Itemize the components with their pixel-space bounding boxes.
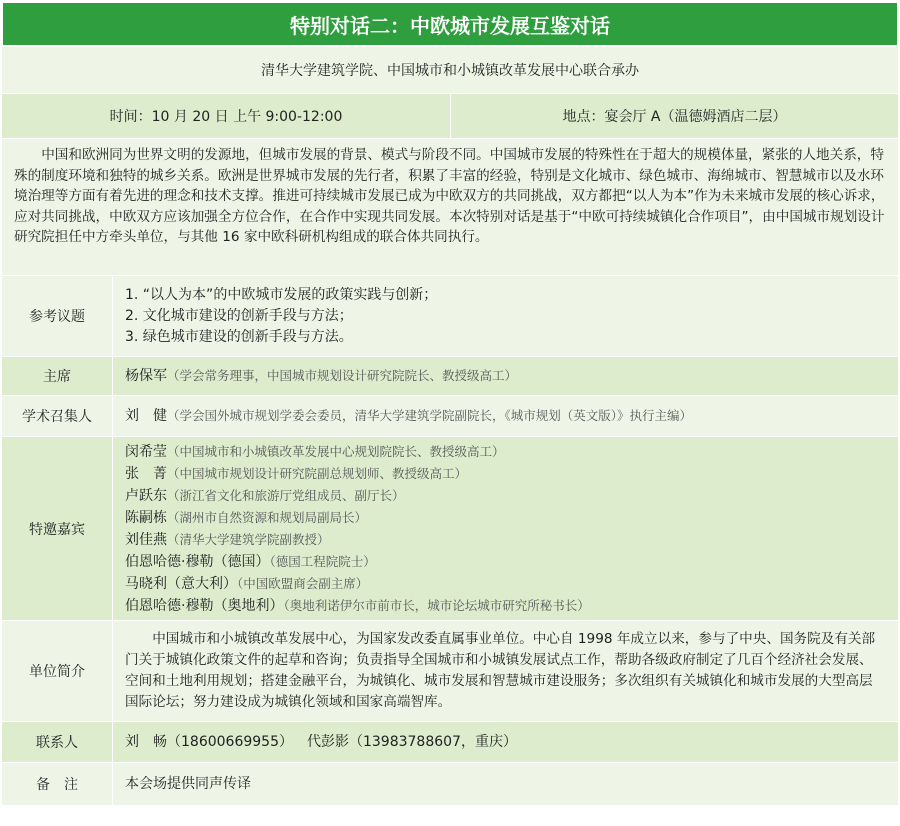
guests-label: 特邀嘉宾 (2, 437, 113, 620)
organizer-text: 清华大学建筑学院、中国城市和小城镇改革发展中心联合承办 (261, 63, 639, 79)
guest-item (125, 463, 886, 485)
convener-note: （学会国外城市规划学委会委员，清华大学建筑学院副院长，《城市规划（英文版）》执行主编） (167, 408, 693, 423)
guests-list (113, 437, 898, 620)
guest-name: 张 菁 (125, 465, 167, 482)
contact-person-1: 刘 畅（18600669955） (125, 733, 293, 750)
topic-item: 3. 绿色城市建设的创新手段与方法。 (125, 328, 353, 345)
organizer-row (2, 46, 898, 93)
guest-note: （中国城市规划设计研究院副总规划师、教授级高工） (167, 465, 468, 481)
guest-note: （奥地利诺伊尔市前市长，城市论坛城市研究所秘书长） (283, 597, 590, 613)
unit-text: 中国城市和小城镇改革发展中心，为国家发改委直属事业单位。中心自 1998 年成立以来，参与了中央、国务院及有关部门关于城镇化政策文件的起草和咨询；负责指导全国城市和小城镇发展试点工作，帮助各级政府制定了几百个经济社会发展、空间和土地利用规划；搭建金融平台，为城镇化、城市发展和智慧城市建设服务；多次组织有关城镇化和城市发展的大型高层国际论坛；努力建设成为城镇化领域和国家高端智库。 (125, 631, 876, 710)
guest-item (125, 529, 886, 551)
contact-row (2, 721, 898, 762)
guest-note: （中国城市和小城镇改革发展中心规划院院长、教授级高工） (167, 443, 505, 459)
topic-item: 2. 文化城市建设的创新手段与方法； (125, 307, 353, 324)
topics-row (2, 275, 898, 356)
intro-text: 中国和欧洲同为世界文明的发源地，但城市发展的背景、模式与阶段不同。中国城市发展的特殊性在于超大的规模体量，紧张的人地关系，特殊的制度环境和独特的城乡关系。欧洲是世界城市发展的先行者，积累了丰富的经验，特别是文化城市、绿色城市、海绵城市、智慧城市以及水环境治理等方面有着先进的理念和技术支撑。推进可持续城市发展已成为中欧双方的共同挑战，双方都把“以人为本”作为未来城市发展的核心诉求，应对共同挑战，中欧双方应该加强全方位合作，在合作中实现共同发展。本次特别对话是基于“中欧可持续城镇化合作项目”，由中国城市规划设计研究院担任中方牵头单位，与其他 16 家中欧科研机构组成的联合体共同执行。 (14, 147, 885, 245)
guest-note: （浙江省文化和旅游厅党组成员、副厅长） (167, 487, 405, 503)
session-table (2, 2, 898, 805)
convener-entry (125, 405, 886, 427)
chair-note: （学会常务理事，中国城市规划设计研究院院长、教授级高工） (167, 368, 518, 383)
guest-item (125, 507, 886, 529)
topics-label: 参考议题 (2, 276, 113, 356)
guests-row (2, 436, 898, 620)
guest-name: 陈嗣栋 (125, 509, 167, 526)
topics-list (113, 276, 898, 356)
guest-note: （湖州市自然资源和规划局副局长） (167, 509, 368, 525)
convener-row (2, 395, 898, 436)
guest-item (125, 595, 886, 617)
contact-entry (125, 732, 886, 753)
topic-item: 1. “以人为本”的中欧城市发展的政策实践与创新； (125, 286, 438, 303)
guest-name: 闵希莹 (125, 443, 167, 460)
remark-row (2, 762, 898, 805)
chair-label: 主席 (2, 357, 113, 395)
guest-item (125, 441, 886, 463)
intro-row (2, 138, 898, 275)
time-cell (2, 94, 451, 138)
chair-row (2, 356, 898, 395)
place-text: 地点：宴会厅 A（温德姆酒店二层） (562, 109, 787, 125)
guest-name: 伯恩哈德·穆勒（奥地利） (125, 597, 284, 614)
guest-name: 马晓利（意大利） (125, 575, 237, 592)
guest-name: 刘佳燕 (125, 531, 167, 548)
time-place-row (2, 93, 898, 138)
guest-name: 伯恩哈德·穆勒（德国） (125, 553, 270, 570)
remark-text: 本会场提供同声传译 (125, 775, 251, 792)
time-text: 时间：10 月 20 日 上午 9:00-12:00 (109, 109, 343, 125)
unit-label: 单位简介 (2, 621, 113, 721)
unit-row (2, 620, 898, 721)
guest-item (125, 573, 886, 595)
guest-note: （德国工程院院士） (269, 553, 376, 569)
chair-entry (125, 365, 886, 387)
guest-note: （中国欧盟商会副主席） (237, 575, 369, 591)
remark-label: 备 注 (2, 763, 113, 805)
contact-person-2: 代彭影（13983788607，重庆） (306, 733, 517, 750)
guest-note: （清华大学建筑学院副教授） (167, 531, 330, 547)
contact-label: 联系人 (2, 722, 113, 762)
guest-name: 卢跃东 (125, 487, 167, 504)
convener-label: 学术召集人 (2, 396, 113, 436)
chair-name: 杨保军 (125, 368, 167, 384)
place-cell (451, 94, 898, 138)
session-title: 特别对话二：中欧城市发展互鉴对话 (2, 2, 898, 46)
convener-name: 刘 健 (125, 408, 167, 424)
guest-item (125, 485, 886, 507)
guest-item (125, 551, 886, 573)
